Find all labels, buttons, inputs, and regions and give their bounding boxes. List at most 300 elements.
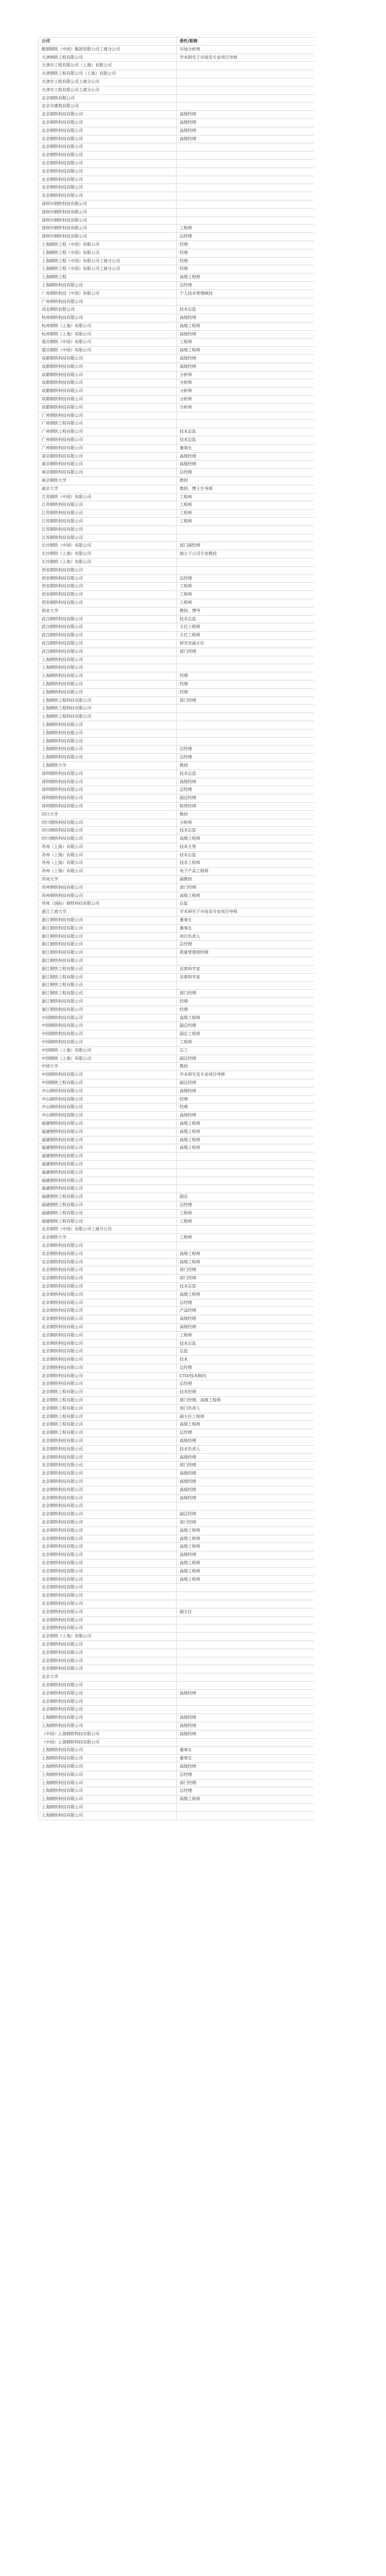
cell-title[interactable]: 高级工程师 — [177, 1014, 314, 1022]
cell-title[interactable]: 高级经理 — [177, 1689, 314, 1698]
cell-title[interactable]: 工程师 — [177, 493, 314, 501]
cell-title[interactable]: 高级经理 — [177, 452, 314, 461]
cell-company[interactable]: 北京钢铁科技有限公司 — [39, 1282, 177, 1291]
cell-company[interactable]: 成都钢铁科技有限公司 — [39, 363, 177, 371]
cell-company[interactable]: 江苏钢铁科技有限公司 — [39, 501, 177, 510]
cell-title[interactable]: 高级工程师 — [177, 1567, 314, 1575]
cell-title[interactable] — [177, 1633, 314, 1641]
cell-title[interactable]: 副教授 — [177, 876, 314, 884]
cell-title[interactable]: 高级经理 — [177, 1722, 314, 1730]
cell-company[interactable]: 北京钢铁科技有限公司 — [39, 1616, 177, 1624]
cell-title[interactable]: 总监 — [177, 1348, 314, 1356]
cell-company[interactable]: 中国钢铁（上海）有限公司 — [39, 1055, 177, 1063]
cell-title[interactable]: 高级经理 — [177, 778, 314, 786]
cell-title[interactable] — [177, 1616, 314, 1624]
cell-title[interactable]: 高级工程师 — [177, 1291, 314, 1299]
cell-company[interactable]: 四川钢铁科技有限公司 — [39, 819, 177, 827]
cell-title[interactable] — [177, 957, 314, 965]
cell-title[interactable]: 总经理 — [177, 1201, 314, 1209]
cell-company[interactable]: 北京钢铁科技有限公司 — [39, 127, 177, 135]
cell-title[interactable]: 总经理 — [177, 1787, 314, 1795]
cell-company[interactable]: 深圳市钢铁科技有限公司 — [39, 225, 177, 233]
cell-company[interactable]: 北京钢铁科技有限公司 — [39, 1706, 177, 1714]
cell-company[interactable]: 北京钢铁工程有限公司 — [39, 1429, 177, 1437]
cell-title[interactable]: 总经理 — [177, 1429, 314, 1437]
cell-title[interactable]: 分析师 — [177, 396, 314, 404]
cell-title[interactable]: 经理 — [177, 257, 314, 265]
cell-title[interactable]: 总经理 — [177, 941, 314, 949]
cell-title[interactable]: 部门经理，高级工程师 — [177, 1397, 314, 1405]
cell-title[interactable] — [177, 62, 314, 70]
cell-company[interactable]: 北京钢铁科技有限公司 — [39, 1543, 177, 1551]
cell-company[interactable]: 上海钢铁大学 — [39, 761, 177, 770]
cell-title[interactable] — [177, 70, 314, 78]
cell-title[interactable]: 高级工程师 — [177, 1120, 314, 1128]
cell-title[interactable]: 教授，博导 — [177, 607, 314, 615]
cell-title[interactable]: 高级经理 — [177, 1762, 314, 1771]
cell-title[interactable]: 高级工程师 — [177, 1258, 314, 1266]
cell-title[interactable]: 副主任 — [177, 1608, 314, 1616]
cell-company[interactable]: 南京钢铁大学 — [39, 477, 177, 485]
cell-title[interactable]: 高级经理 — [177, 135, 314, 143]
cell-title[interactable]: 高级经理 — [177, 1714, 314, 1722]
cell-title[interactable]: 学术研究于市场及专业项目导师 — [177, 54, 314, 62]
cell-title[interactable] — [177, 1673, 314, 1682]
cell-title[interactable] — [177, 1803, 314, 1811]
cell-company[interactable]: 北京钢铁有限公司 — [39, 94, 177, 103]
cell-company[interactable]: 苏州（上海）有限公司 — [39, 859, 177, 868]
cell-company[interactable]: 中国大学 — [39, 1063, 177, 1071]
cell-title[interactable]: 技术 — [177, 1356, 314, 1364]
cell-title[interactable]: 工程师 — [177, 510, 314, 518]
cell-company[interactable]: 北京钢铁科技有限公司 — [39, 1364, 177, 1372]
cell-title[interactable]: 高级经理 — [177, 1551, 314, 1560]
cell-company[interactable]: 北京钢铁科技有限公司 — [39, 1640, 177, 1649]
cell-company[interactable]: 北京钢铁科技有限公司 — [39, 1331, 177, 1340]
cell-title[interactable] — [177, 159, 314, 167]
cell-title[interactable] — [177, 216, 314, 225]
cell-company[interactable]: 上海钢铁科技有限公司 — [39, 1779, 177, 1787]
cell-title[interactable] — [177, 1640, 314, 1649]
cell-company[interactable]: 福建钢铁科技有限公司 — [39, 1128, 177, 1136]
cell-company[interactable]: 北京钢铁工程有限公司 — [39, 1404, 177, 1413]
cell-title[interactable] — [177, 737, 314, 745]
cell-title[interactable]: 工程师 — [177, 1217, 314, 1226]
cell-title[interactable]: 高级工程师 — [177, 1144, 314, 1153]
cell-company[interactable]: 北京钢铁工程有限公司 — [39, 1397, 177, 1405]
cell-title[interactable]: 项目负责人 — [177, 933, 314, 941]
cell-title[interactable]: 部门经理 — [177, 697, 314, 705]
cell-title[interactable]: 高级经理 — [177, 1470, 314, 1478]
cell-company[interactable]: 福建钢铁工程有限公司 — [39, 1209, 177, 1217]
cell-company[interactable]: 广州钢铁科技有限公司 — [39, 436, 177, 445]
cell-company[interactable]: 北京钢铁科技有限公司 — [39, 1560, 177, 1568]
cell-company[interactable]: 上海钢铁工程（中国）有限公司 — [39, 249, 177, 257]
cell-company[interactable]: 江苏钢铁科技有限公司 — [39, 518, 177, 526]
cell-title[interactable]: 部门负责人 — [177, 1404, 314, 1413]
cell-company[interactable]: 成都钢铁科技有限公司 — [39, 379, 177, 387]
cell-company[interactable]: 北京钢铁科技有限公司 — [39, 1575, 177, 1584]
cell-title[interactable]: 高级经理 — [177, 1087, 314, 1095]
cell-title[interactable] — [177, 1649, 314, 1657]
cell-company[interactable]: 上海钢铁工程（中国）有限公司 — [39, 241, 177, 249]
cell-company[interactable]: 上海钢铁科技有限公司 — [39, 721, 177, 729]
cell-company[interactable]: 北京钢铁科技有限公司 — [39, 1494, 177, 1502]
cell-company[interactable]: 上海钢铁科技有限公司 — [39, 754, 177, 762]
cell-title[interactable]: 部门经理 — [177, 648, 314, 656]
cell-title[interactable]: 部门经理 — [177, 1779, 314, 1787]
cell-company[interactable]: 北京钢铁科技有限公司 — [39, 176, 177, 184]
cell-company[interactable]: 北京钢铁科技有限公司 — [39, 1266, 177, 1275]
cell-title[interactable] — [177, 1153, 314, 1161]
cell-company[interactable]: 上海钢铁工程科技有限公司 — [39, 697, 177, 705]
cell-company[interactable]: 福建钢铁工程有限公司 — [39, 1193, 177, 1201]
cell-title[interactable]: 副主任工程师 — [177, 1413, 314, 1421]
cell-title[interactable]: 技术总监 — [177, 428, 314, 436]
cell-company[interactable]: 苏州（上海）有限公司 — [39, 843, 177, 851]
cell-company[interactable]: 南京大学 — [39, 485, 177, 493]
cell-company[interactable]: 西安钢铁科技有限公司 — [39, 583, 177, 591]
cell-company[interactable]: 北京钢铁科技有限公司 — [39, 143, 177, 151]
cell-title[interactable]: 分析师 — [177, 819, 314, 827]
cell-company[interactable]: 北京钢铁科技有限公司 — [39, 1698, 177, 1706]
cell-title[interactable]: 高级经理 — [177, 1730, 314, 1738]
cell-company[interactable]: 广州钢铁科技（中国）有限公司 — [39, 290, 177, 298]
cell-title[interactable] — [177, 1657, 314, 1665]
cell-company[interactable]: 南京钢铁科技有限公司 — [39, 461, 177, 469]
cell-company[interactable]: 苏州钢铁科技有限公司 — [39, 884, 177, 892]
cell-title[interactable]: 总经理 — [177, 469, 314, 477]
cell-title[interactable]: 市场分析师 — [177, 45, 314, 54]
cell-title[interactable]: 工程师 — [177, 1234, 314, 1242]
cell-company[interactable]: 苏州大学 — [39, 876, 177, 884]
cell-title[interactable]: 主任工程师 — [177, 632, 314, 640]
cell-title[interactable]: CTO/技术顾问 — [177, 1372, 314, 1380]
cell-company[interactable]: 北京钢铁科技有限公司 — [39, 1445, 177, 1453]
cell-company[interactable]: 北京大学 — [39, 1673, 177, 1682]
cell-title[interactable]: 经理 — [177, 1095, 314, 1104]
cell-title[interactable]: 工程师 — [177, 599, 314, 607]
cell-title[interactable]: 技术工程师 — [177, 859, 314, 868]
cell-title[interactable]: 副总经理 — [177, 1079, 314, 1088]
cell-company[interactable]: 江苏钢铁科技有限公司 — [39, 526, 177, 534]
cell-title[interactable]: 高级经理 — [177, 1437, 314, 1446]
cell-title[interactable]: 技术总监 — [177, 436, 314, 445]
cell-title[interactable]: 经理 — [177, 249, 314, 257]
cell-title[interactable]: 技术总监 — [177, 1282, 314, 1291]
cell-title[interactable] — [177, 1698, 314, 1706]
cell-company[interactable]: 长沙钢铁（上海）有限公司 — [39, 558, 177, 567]
cell-title[interactable]: 副总经理 — [177, 1511, 314, 1519]
cell-title[interactable]: 学术研究及专业项目导师 — [177, 1071, 314, 1079]
cell-title[interactable]: 技术负责人 — [177, 1445, 314, 1453]
cell-company[interactable]: 中国钢铁（上海）有限公司 — [39, 1046, 177, 1055]
cell-title[interactable]: 工程师 — [177, 225, 314, 233]
cell-company[interactable]: 福建钢铁工程有限公司 — [39, 1201, 177, 1209]
cell-title[interactable]: 技术主管 — [177, 843, 314, 851]
cell-title[interactable]: 教授，博士生导师 — [177, 485, 314, 493]
cell-title[interactable]: 高级工程师 — [177, 1795, 314, 1804]
cell-company[interactable]: 深圳市钢铁科技有限公司 — [39, 200, 177, 208]
cell-title[interactable]: 高级经理 — [177, 127, 314, 135]
cell-company[interactable]: 北京钢铁科技有限公司 — [39, 1502, 177, 1511]
cell-company[interactable]: 西安大学 — [39, 607, 177, 615]
cell-company[interactable]: 南京钢铁科技有限公司 — [39, 452, 177, 461]
cell-title[interactable]: 工程师 — [177, 1331, 314, 1340]
column-header-company[interactable]: 公司 — [39, 38, 177, 46]
cell-company[interactable]: 中国钢铁科技有限公司 — [39, 1022, 177, 1030]
cell-title[interactable]: 学术研究于市场及专业项目导师 — [177, 908, 314, 917]
cell-company[interactable]: 福建钢铁科技有限公司 — [39, 1185, 177, 1193]
cell-title[interactable] — [177, 192, 314, 200]
cell-company[interactable]: 北京钢铁科技有限公司 — [39, 1299, 177, 1307]
cell-title[interactable]: 工程师 — [177, 583, 314, 591]
cell-title[interactable]: 总经理 — [177, 574, 314, 583]
cell-company[interactable]: 北京市建筑有限公司 — [39, 103, 177, 111]
cell-title[interactable]: 技术总监 — [177, 615, 314, 623]
cell-title[interactable]: 高级工程师 — [177, 1250, 314, 1258]
cell-title[interactable]: 经理 — [177, 241, 314, 249]
cell-title[interactable] — [177, 1811, 314, 1820]
cell-title[interactable]: 高级工程师 — [177, 322, 314, 330]
cell-company[interactable]: 浙江钢铁科技有限公司 — [39, 1006, 177, 1014]
cell-title[interactable]: 总监 — [177, 900, 314, 908]
cell-title[interactable] — [177, 151, 314, 160]
cell-company[interactable]: 武汉钢铁科技有限公司 — [39, 623, 177, 632]
cell-company[interactable]: 北京钢铁科技有限公司 — [39, 1372, 177, 1380]
cell-title[interactable]: 高级经理 — [177, 111, 314, 119]
cell-title[interactable]: 总经理 — [177, 233, 314, 241]
cell-title[interactable]: 部门经理 — [177, 1266, 314, 1275]
cell-company[interactable]: 深圳钢铁科技有限公司 — [39, 802, 177, 810]
cell-title[interactable]: 独立子公司专业教授 — [177, 550, 314, 558]
cell-company[interactable]: 武汉钢铁科技有限公司 — [39, 615, 177, 623]
cell-company[interactable]: 北京钢铁科技有限公司 — [39, 1649, 177, 1657]
cell-company[interactable]: 重庆钢铁（中国）有限公司 — [39, 338, 177, 347]
cell-title[interactable]: 个人技术管理顾问 — [177, 290, 314, 298]
cell-company[interactable]: 上海钢铁工程（中国）有限公司工商分公司 — [39, 265, 177, 274]
cell-company[interactable]: 天津市工程有限公司工商分公司 — [39, 78, 177, 86]
cell-company[interactable]: 北京钢铁科技有限公司 — [39, 167, 177, 176]
cell-title[interactable]: 工程师 — [177, 1209, 314, 1217]
cell-title[interactable]: 高级经理 — [177, 355, 314, 363]
cell-company[interactable]: 中山钢铁科技有限公司 — [39, 1087, 177, 1095]
cell-title[interactable]: 分析师 — [177, 371, 314, 379]
cell-title[interactable] — [177, 86, 314, 94]
cell-company[interactable]: 北京钢铁科技有限公司 — [39, 1608, 177, 1616]
cell-company[interactable]: 北京钢铁科技有限公司 — [39, 1592, 177, 1600]
cell-company[interactable]: 福建钢铁科技有限公司 — [39, 1136, 177, 1144]
cell-title[interactable]: 总经理 — [177, 786, 314, 794]
cell-title[interactable]: 教授 — [177, 477, 314, 485]
cell-company[interactable]: 天津市工程有限公司（上海）有限公司 — [39, 62, 177, 70]
cell-title[interactable] — [177, 1502, 314, 1511]
cell-company[interactable]: 北京钢铁科技有限公司 — [39, 1323, 177, 1331]
cell-company[interactable]: 北京钢铁科技有限公司 — [39, 1437, 177, 1446]
cell-company[interactable]: 北京钢铁科技有限公司 — [39, 1250, 177, 1258]
cell-company[interactable]: 西安钢铁科技有限公司 — [39, 574, 177, 583]
cell-company[interactable]: 深圳钢铁科技有限公司 — [39, 770, 177, 778]
cell-title[interactable]: 高级经理 — [177, 1315, 314, 1324]
cell-title[interactable]: 董事长 — [177, 924, 314, 933]
cell-company[interactable]: 北京钢铁科技有限公司 — [39, 1478, 177, 1486]
cell-company[interactable]: 北京钢铁科技有限公司 — [39, 1527, 177, 1535]
cell-title[interactable] — [177, 412, 314, 420]
cell-title[interactable]: 技术总监 — [177, 851, 314, 859]
cell-title[interactable] — [177, 981, 314, 990]
cell-company[interactable]: 广州钢铁科技有限公司 — [39, 412, 177, 420]
cell-company[interactable]: 北京钢铁科技有限公司 — [39, 1453, 177, 1462]
cell-company[interactable]: （中国）上海钢铁科技有限公司 — [39, 1738, 177, 1747]
cell-company[interactable]: 成都钢铁科技有限公司 — [39, 396, 177, 404]
cell-company[interactable]: 武汉钢铁科技有限公司 — [39, 648, 177, 656]
cell-company[interactable]: 北京钢铁工程有限公司 — [39, 1388, 177, 1397]
cell-title[interactable]: 首席科学家 — [177, 973, 314, 981]
cell-title[interactable]: 经理 — [177, 1006, 314, 1014]
cell-company[interactable]: 上海钢铁科技有限公司 — [39, 1722, 177, 1730]
cell-title[interactable]: 高级工程师 — [177, 1560, 314, 1568]
cell-title[interactable]: 高级经理 — [177, 330, 314, 338]
cell-title[interactable]: 分析师 — [177, 379, 314, 387]
cell-company[interactable]: 北京钢铁科技有限公司 — [39, 1486, 177, 1494]
cell-title[interactable] — [177, 705, 314, 713]
cell-company[interactable]: 浙江钢铁科技有限公司 — [39, 917, 177, 925]
cell-company[interactable]: 北京钢铁大学 — [39, 1234, 177, 1242]
cell-company[interactable]: 上海钢铁科技有限公司 — [39, 1714, 177, 1722]
cell-title[interactable]: 研究室副主任 — [177, 639, 314, 648]
cell-title[interactable]: 高级工程师 — [177, 347, 314, 355]
cell-company[interactable]: 北京钢铁科技有限公司 — [39, 1258, 177, 1266]
cell-title[interactable]: 经理 — [177, 1104, 314, 1112]
cell-title[interactable] — [177, 184, 314, 192]
cell-title[interactable] — [177, 664, 314, 672]
cell-title[interactable] — [177, 200, 314, 208]
cell-company[interactable]: 南京钢铁科技有限公司 — [39, 469, 177, 477]
cell-title[interactable]: 部门经理 — [177, 1519, 314, 1527]
cell-title[interactable] — [177, 713, 314, 721]
cell-title[interactable]: 董事长 — [177, 1747, 314, 1755]
cell-company[interactable]: 北京钢铁科技有限公司 — [39, 1291, 177, 1299]
cell-company[interactable]: 浙江钢铁工程有限公司 — [39, 973, 177, 981]
cell-company[interactable]: 武汉钢铁科技有限公司 — [39, 639, 177, 648]
cell-company[interactable]: 北京钢铁科技有限公司 — [39, 1470, 177, 1478]
cell-title[interactable]: 高级经理 — [177, 363, 314, 371]
cell-company[interactable]: （中国）上海钢铁科技有限公司 — [39, 1730, 177, 1738]
cell-company[interactable]: 浙江钢铁科技有限公司 — [39, 924, 177, 933]
cell-company[interactable]: 中国钢铁科技有限公司 — [39, 1014, 177, 1022]
cell-company[interactable]: 四川钢铁科技有限公司 — [39, 835, 177, 843]
cell-company[interactable]: 上海钢铁科技有限公司 — [39, 1747, 177, 1755]
cell-company[interactable]: 福建钢铁科技有限公司 — [39, 1120, 177, 1128]
cell-company[interactable]: 福建钢铁科技有限公司 — [39, 1168, 177, 1177]
cell-company[interactable]: 深圳钢铁科技有限公司 — [39, 786, 177, 794]
cell-company[interactable]: 上海钢铁科技有限公司 — [39, 281, 177, 290]
cell-title[interactable] — [177, 298, 314, 306]
cell-title[interactable]: 副总经理 — [177, 1022, 314, 1030]
cell-company[interactable]: 中山钢铁科技有限公司 — [39, 1095, 177, 1104]
cell-company[interactable]: 北京钢铁科技有限公司 — [39, 1624, 177, 1633]
cell-company[interactable]: 浙江钢铁工程有限公司 — [39, 965, 177, 973]
cell-company[interactable]: 福建钢铁工程有限公司 — [39, 1217, 177, 1226]
cell-title[interactable]: 电子产品工程师 — [177, 868, 314, 876]
cell-company[interactable]: 福建钢铁科技有限公司 — [39, 1177, 177, 1185]
cell-title[interactable]: 高级工程师 — [177, 892, 314, 900]
cell-company[interactable]: 福建钢铁科技有限公司 — [39, 1153, 177, 1161]
cell-title[interactable] — [177, 103, 314, 111]
cell-company[interactable]: 北京钢铁科技有限公司 — [39, 1689, 177, 1698]
cell-company[interactable]: 成都钢铁科技有限公司 — [39, 355, 177, 363]
cell-company[interactable]: 上海钢铁科技有限公司 — [39, 664, 177, 672]
cell-company[interactable]: 上海钢铁工程 — [39, 274, 177, 282]
cell-company[interactable]: 浙江钢铁工程有限公司 — [39, 990, 177, 998]
cell-company[interactable]: 北京钢铁科技有限公司 — [39, 151, 177, 160]
cell-title[interactable] — [177, 1242, 314, 1250]
cell-company[interactable]: 重庆钢铁（中国）有限公司 — [39, 347, 177, 355]
cell-title[interactable] — [177, 94, 314, 103]
cell-company[interactable]: 北京钢铁科技有限公司 — [39, 192, 177, 200]
cell-company[interactable]: 深圳钢铁科技有限公司 — [39, 794, 177, 803]
cell-company[interactable]: 上海钢铁科技有限公司 — [39, 1803, 177, 1811]
cell-title[interactable]: 工程师 — [177, 591, 314, 599]
cell-company[interactable]: 武汉钢铁科技有限公司 — [39, 632, 177, 640]
cell-title[interactable] — [177, 1185, 314, 1193]
cell-title[interactable]: 高级经理 — [177, 1486, 314, 1494]
cell-company[interactable]: 苏州（上海）有限公司 — [39, 851, 177, 859]
cell-title[interactable]: 总经理 — [177, 745, 314, 754]
cell-title[interactable]: 高级经理 — [177, 118, 314, 127]
cell-title[interactable]: 工程师 — [177, 518, 314, 526]
cell-title[interactable]: 总经理 — [177, 1299, 314, 1307]
cell-title[interactable]: 高级工程师 — [177, 1575, 314, 1584]
cell-title[interactable]: 高级工程师 — [177, 274, 314, 282]
cell-company[interactable]: 西安钢铁科技有限公司 — [39, 591, 177, 599]
cell-company[interactable]: 北京钢铁（上海）有限公司 — [39, 1633, 177, 1641]
cell-company[interactable]: 四川钢铁科技有限公司 — [39, 827, 177, 835]
cell-company[interactable]: 四川大学 — [39, 810, 177, 819]
cell-company[interactable]: 北京钢铁科技有限公司 — [39, 1356, 177, 1364]
cell-title[interactable]: 部门经理 — [177, 884, 314, 892]
cell-company[interactable]: 北京钢铁科技有限公司 — [39, 1519, 177, 1527]
cell-company[interactable]: 上海钢铁科技有限公司 — [39, 737, 177, 745]
cell-title[interactable]: 经理 — [177, 998, 314, 1006]
cell-company[interactable]: 中国钢铁科技有限公司 — [39, 1039, 177, 1047]
cell-title[interactable] — [177, 420, 314, 428]
cell-title[interactable]: 总经理 — [177, 1364, 314, 1372]
cell-company[interactable]: 上海钢铁工程科技有限公司 — [39, 713, 177, 721]
cell-title[interactable]: 高级工程师 — [177, 1421, 314, 1429]
cell-company[interactable]: 北京钢铁科技有限公司 — [39, 1551, 177, 1560]
cell-company[interactable]: 上海钢铁科技有限公司 — [39, 1762, 177, 1771]
cell-title[interactable] — [177, 558, 314, 567]
cell-title[interactable] — [177, 1738, 314, 1747]
cell-company[interactable]: 北京钢铁科技有限公司 — [39, 1242, 177, 1250]
cell-title[interactable]: 董事长 — [177, 1755, 314, 1763]
cell-company[interactable]: 成都钢铁科技有限公司 — [39, 403, 177, 412]
cell-title[interactable]: 高级经理 — [177, 1323, 314, 1331]
cell-company[interactable]: 西安钢铁科技有限公司 — [39, 599, 177, 607]
cell-title[interactable]: 工程师 — [177, 1039, 314, 1047]
cell-title[interactable]: 技术经理 — [177, 1388, 314, 1397]
cell-title[interactable] — [177, 1177, 314, 1185]
cell-title[interactable]: 高级工程师 — [177, 1535, 314, 1543]
cell-company[interactable]: 苏州钢铁科技有限公司 — [39, 892, 177, 900]
cell-company[interactable]: 北京钢铁科技有限公司 — [39, 184, 177, 192]
cell-company[interactable]: 北京钢铁科技有限公司 — [39, 1567, 177, 1575]
cell-company[interactable]: 浙江钢铁科技有限公司 — [39, 998, 177, 1006]
cell-company[interactable]: 上海钢铁科技有限公司 — [39, 1787, 177, 1795]
cell-title[interactable]: 工程师 — [177, 338, 314, 347]
cell-company[interactable]: 北京钢铁科技有限公司 — [39, 1665, 177, 1673]
